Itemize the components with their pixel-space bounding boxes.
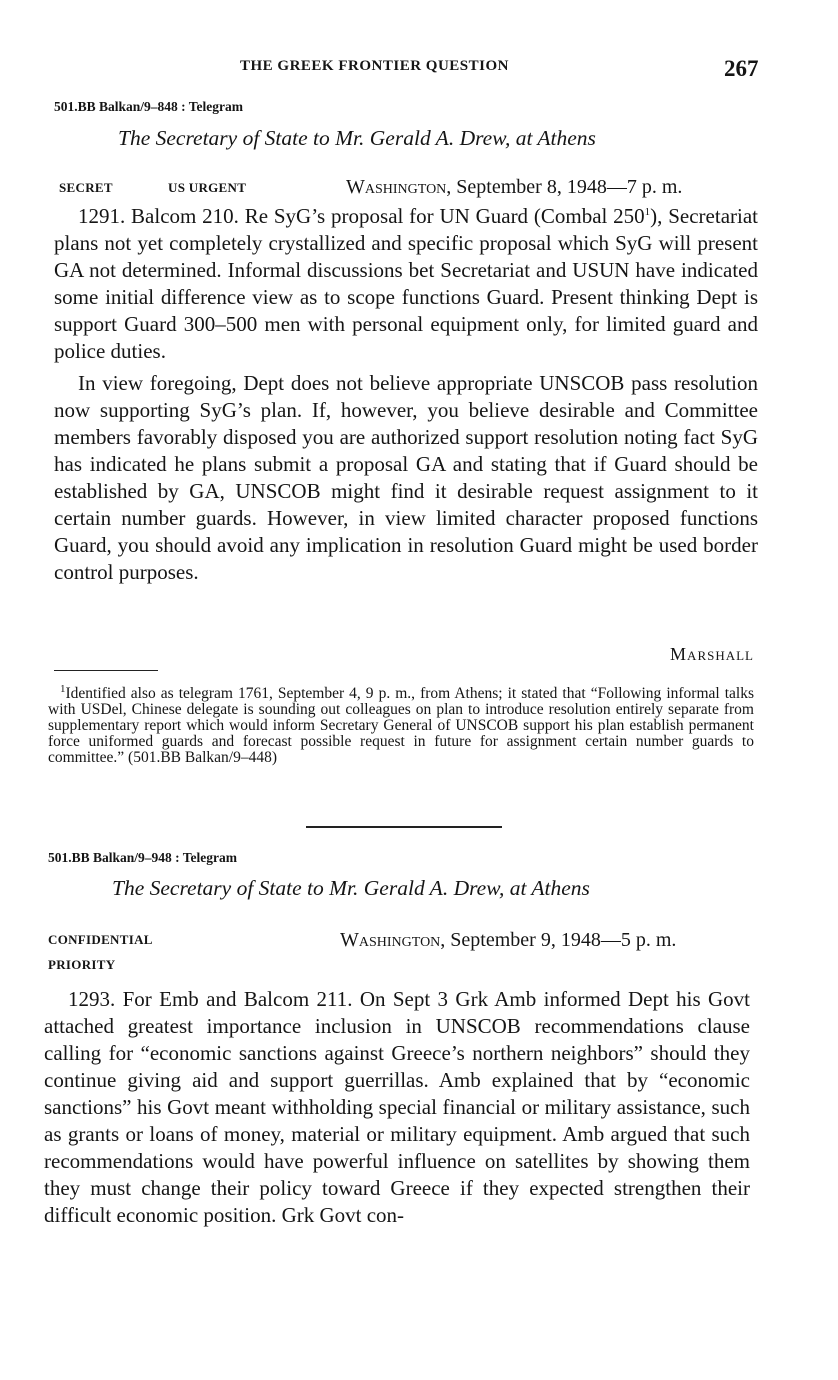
dateline-date: , September 8, 1948—7 p. m. [446, 176, 683, 198]
classification-label: SECRET [59, 180, 113, 195]
file-reference: 501.BB Balkan/9–848 : Telegram [54, 99, 244, 114]
document-heading: The Secretary of State to Mr. Gerald A. Drew, at Athens [112, 876, 590, 900]
classification-label: CONFIDENTIAL [48, 932, 153, 947]
running-title: THE GREEK FRONTIER QUESTION [240, 58, 509, 74]
footnote [48, 682, 754, 766]
signature: Marshall [670, 644, 754, 664]
footnote-reference: 1 [644, 206, 651, 218]
dateline-date: , September 9, 1948—5 p. m. [440, 929, 677, 951]
section-separator [306, 826, 502, 828]
precedence-label: US URGENT [168, 180, 247, 195]
dateline-place: Washington [340, 929, 441, 951]
file-reference: 501.BB Balkan/9–948 : Telegram [48, 850, 238, 865]
footnote-text: Identified also as telegram 1761, September 4, 9 p. m., from Athens; it stated that “Following informal talks with USDel, Chinese delegate is sounding out colleagues on plan to introduce resolution entirely separate from supplementary report which would inform Secretary General of UNSCOB support his plan establish permanent force uniformed guards and forecast possible request in future for assignment certain number guards to committee.” (501.BB Balkan/9–448) [48, 685, 754, 766]
dateline [340, 929, 676, 952]
document-heading: The Secretary of State to Mr. Gerald A. Drew, at Athens [118, 126, 596, 150]
dateline [346, 176, 682, 199]
paragraph: In view foregoing, Dept does not believe appropriate UNSCOB pass resolution now supporting SyG’s plan. If, however, you believe desirable and Committee members favorably disposed you are authorized support resolution noting fact SyG has indicated he plans submit a proposal GA and stating that if Guard should be established by GA, UNSCOB might find it desirable request assignment to it certain number guards. However, in view limited character proposed functions Guard, you should avoid any implication in resolution Guard might be used border control purposes. [54, 371, 758, 584]
telegram-body [54, 203, 758, 586]
paragraph: 1291. Balcom 210. Re SyG’s proposal for UN Guard (Combal $250^1$), Secretariat plans not yet completely crystallized and specific proposal which SyG will present GA not determined. Informal discussions bet Secretariat and USUN have indicated some initial difference view as to scope functions Guard. Present thinking Dept is support Guard 300–500 men with personal equipment only, for limited guard and police duties. [54, 204, 758, 363]
footnote-mark: 1 [60, 682, 66, 695]
precedence-label: PRIORITY [48, 957, 116, 972]
paragraph: 1293. For Emb and Balcom 211. On Sept 3 Grk Amb informed Dept his Govt attached greatest importance inclusion in UNSCOB recommendations clause calling for “economic sanctions against Greece’s northern neighbors” should they continue giving aid and support guerrillas. Amb explained that by “economic sanctions” his Govt meant withholding special financial or military assistance, such as grants or loans of money, material or military equipment. Amb argued that such recommendations would have powerful influence on satellites by showing them they must change their policy toward Greece if they expected strengthen their difficult economic position. Grk Govt con- [44, 987, 750, 1227]
page-number: 267 [724, 56, 759, 81]
telegram-body [44, 986, 750, 1229]
dateline-place: Washington [346, 176, 447, 198]
footnote-rule [54, 670, 158, 671]
